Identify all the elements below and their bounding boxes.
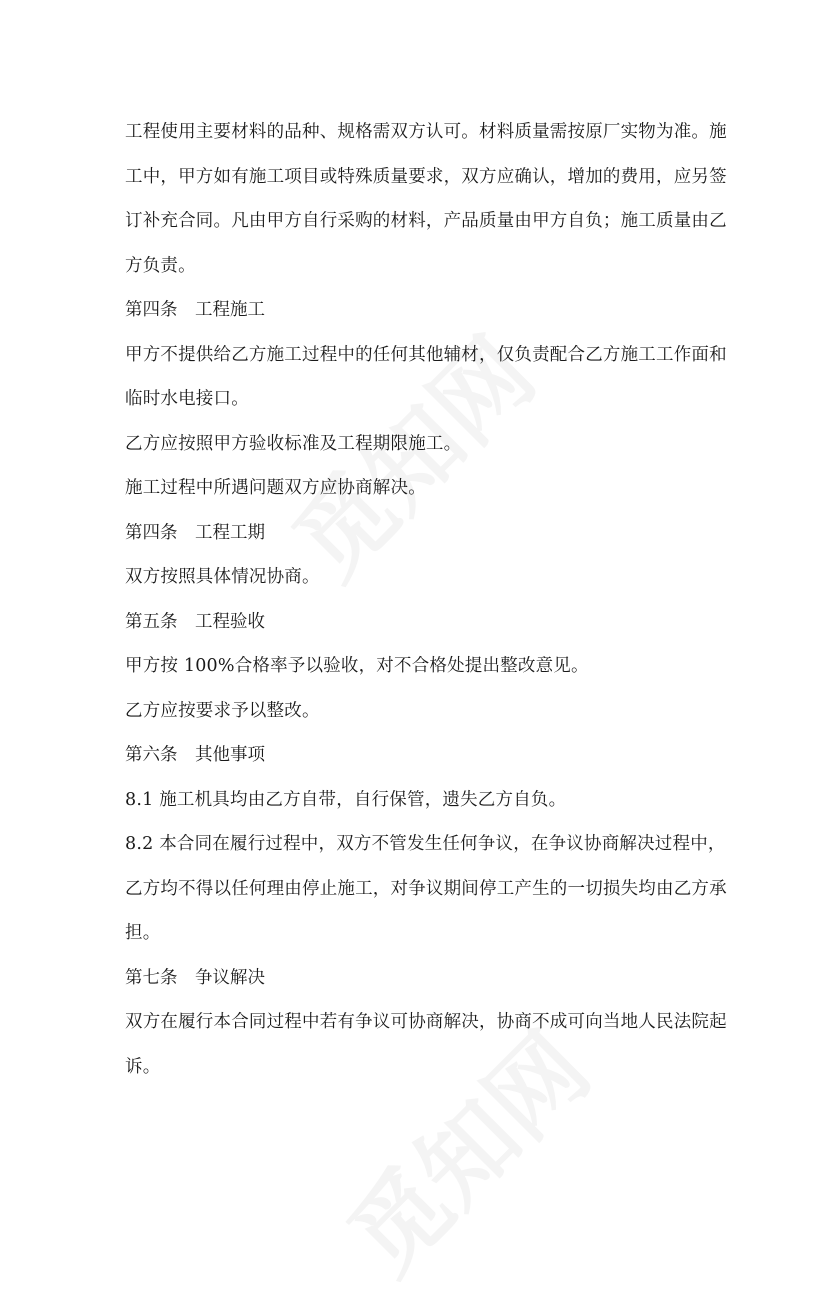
text-line: 施工过程中所遇问题双方应协商解决。 bbox=[125, 478, 426, 498]
contract-body bbox=[125, 110, 727, 1089]
paragraph-rectification bbox=[125, 689, 705, 734]
section-heading: 第四条 工程工期 bbox=[125, 522, 265, 543]
paragraph-disputes-during-work bbox=[125, 822, 727, 956]
text-line: 诉。 bbox=[125, 1056, 161, 1077]
paragraph-acceptance bbox=[125, 644, 705, 689]
paragraph-issues bbox=[125, 466, 705, 511]
paragraph-tools bbox=[125, 778, 705, 823]
text-line: 工程使用主要材料的品种、规格需双方认可。材料质量需按原厂实物为准。施 bbox=[125, 122, 727, 142]
text-line: 甲方按 100%合格率予以验收，对不合格处提出整改意见。 bbox=[125, 656, 589, 676]
section-heading: 第五条 工程验收 bbox=[125, 611, 265, 632]
text-line: 订补充合同。凡由甲方自行采购的材料，产品质量由甲方自负；施工质量由乙 bbox=[125, 211, 727, 231]
text-line: 8.1 施工机具均由乙方自带，自行保管，遗失乙方自负。 bbox=[125, 789, 567, 810]
paragraph-standards bbox=[125, 422, 705, 467]
text-line: 乙方均不得以任何理由停止施工，对争议期间停工产生的一切损失均由乙方承 bbox=[125, 878, 727, 899]
text-line: 双方在履行本合同过程中若有争议可协商解决，协商不成可向当地人民法院起 bbox=[125, 1012, 727, 1032]
text-line: 乙方应按照甲方验收标准及工程期限施工。 bbox=[125, 433, 462, 454]
section-heading: 第四条 工程施工 bbox=[125, 300, 265, 320]
text-line: 8.2 本合同在履行过程中，双方不管发生任何争议，在争议协商解决过程中， bbox=[125, 834, 726, 854]
section-heading: 第六条 其他事项 bbox=[125, 745, 265, 765]
text-line: 乙方应按要求予以整改。 bbox=[125, 700, 320, 721]
text-line: 担。 bbox=[125, 923, 161, 943]
paragraph-schedule bbox=[125, 555, 705, 600]
text-line: 双方按照具体情况协商。 bbox=[125, 567, 320, 587]
paragraph-materials bbox=[125, 110, 727, 288]
text-line: 方负责。 bbox=[125, 255, 196, 276]
text-line: 甲方不提供给乙方施工过程中的任何其他辅材，仅负责配合乙方施工工作面和 bbox=[125, 344, 727, 365]
paragraph-dispute-resolution bbox=[125, 1000, 727, 1089]
text-line: 临时水电接口。 bbox=[125, 389, 249, 409]
paragraph-construction bbox=[125, 333, 727, 422]
text-line: 工中，甲方如有施工项目或特殊质量要求，双方应确认，增加的费用，应另签 bbox=[125, 166, 727, 187]
section-heading: 第七条 争议解决 bbox=[125, 967, 265, 988]
